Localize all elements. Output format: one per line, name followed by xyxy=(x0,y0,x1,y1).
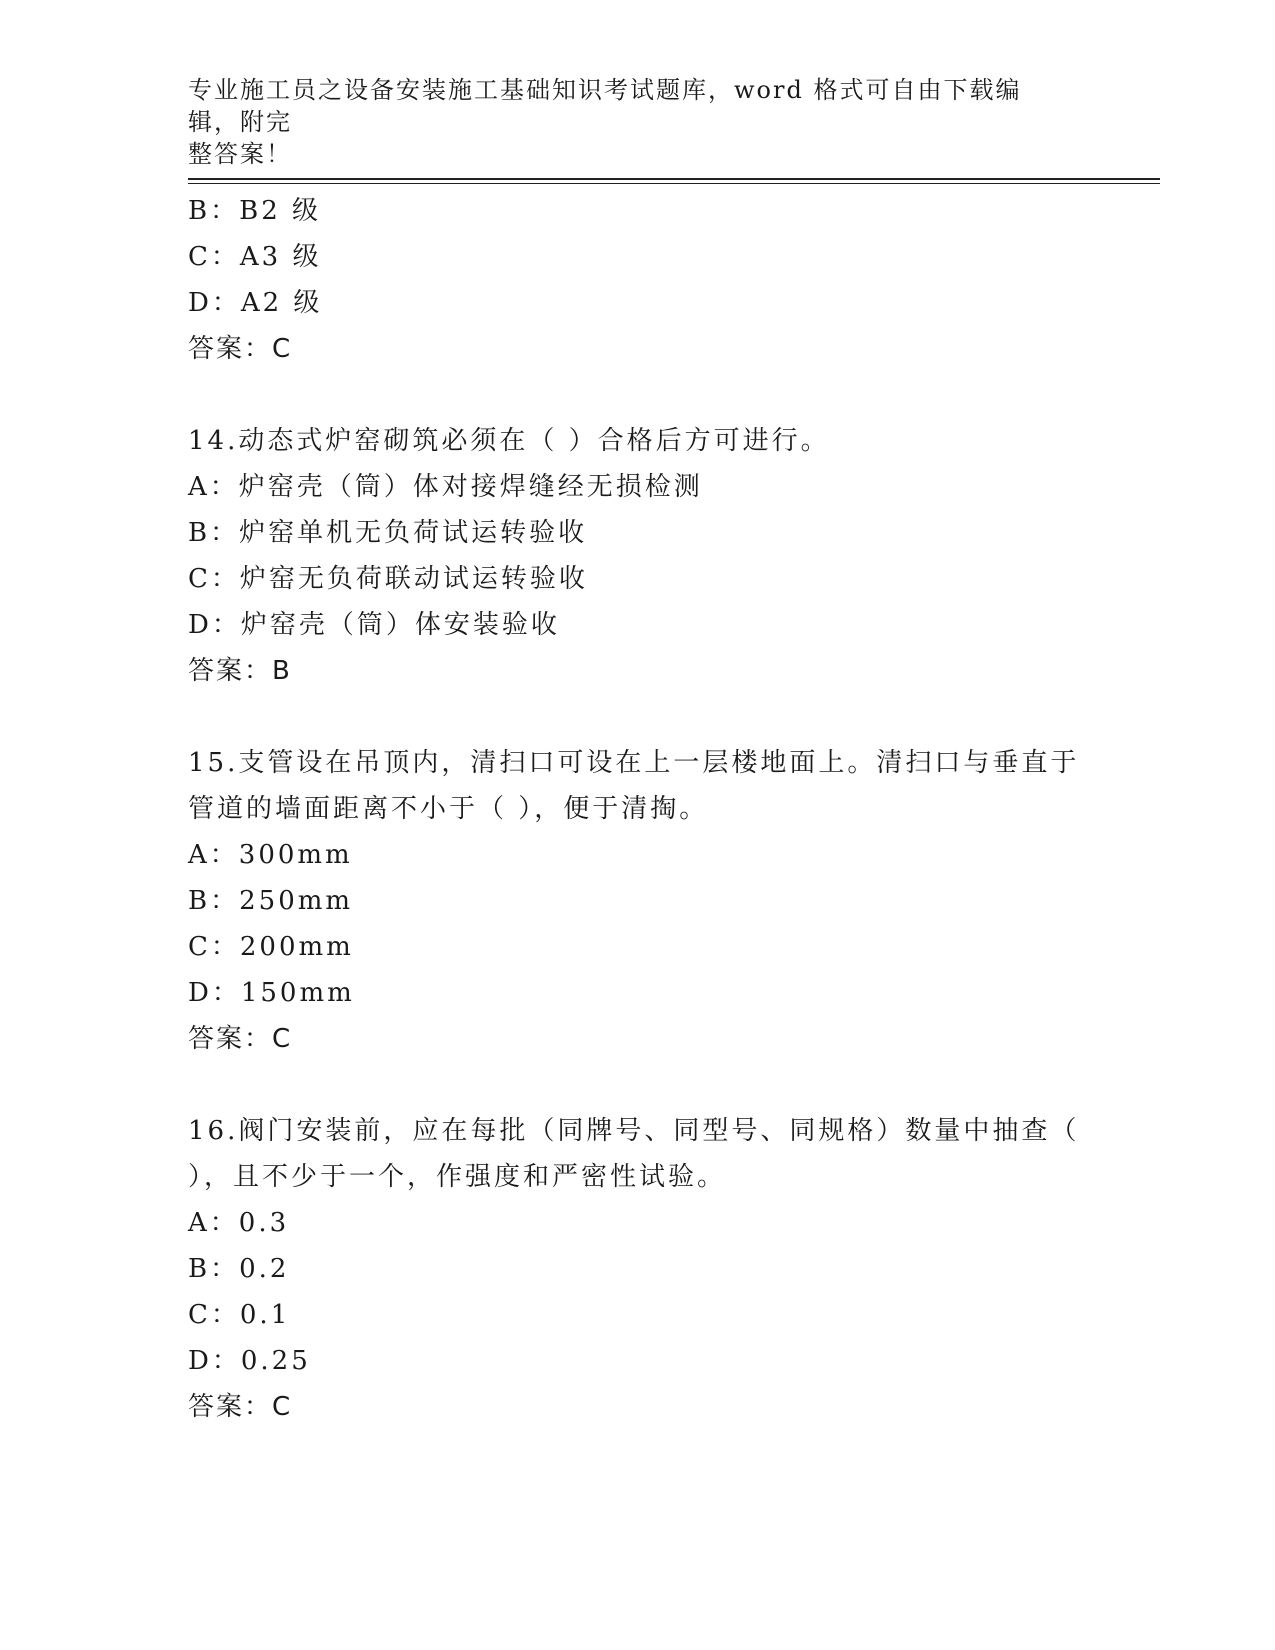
header-divider-thin xyxy=(188,183,1160,184)
question-gap xyxy=(188,694,1088,740)
question-list xyxy=(188,188,1088,1430)
option-c: C：炉窑无负荷联动试运转验收 xyxy=(188,564,588,594)
option-b: B：B2 级 xyxy=(188,196,322,226)
option-a: A：炉窑壳（筒）体对接焊缝经无损检测 xyxy=(188,472,703,502)
question-block-15 xyxy=(188,740,1088,1062)
question-stem-line-2: 管道的墙面距离不小于（ ），便于清掏。 xyxy=(188,794,709,824)
question-block-14 xyxy=(188,418,1088,694)
answer-line: 答案：B xyxy=(188,656,292,686)
option-b: B：炉窑单机无负荷试运转验收 xyxy=(188,518,588,548)
answer-line: 答案：C xyxy=(188,1024,293,1054)
option-c: C：0.1 xyxy=(188,1300,291,1330)
option-c: C：200mm xyxy=(188,932,354,962)
answer-line: 答案：C xyxy=(188,334,293,364)
question-stem-line-1: 16.阀门安装前，应在每批（同牌号、同型号、同规格）数量中抽查（ xyxy=(188,1116,1080,1146)
question-stem-line-1: 15.支管设在吊顶内，清扫口可设在上一层楼地面上。清扫口与垂直于 xyxy=(188,748,1080,778)
option-d: D：炉窑壳（筒）体安装验收 xyxy=(188,610,560,640)
option-c: C：A3 级 xyxy=(188,242,322,272)
header-line-1: 专业施工员之设备安装施工基础知识考试题库，word 格式可自由下载编辑，附完 xyxy=(188,76,1022,136)
question-block-16 xyxy=(188,1108,1088,1430)
option-b: B：250mm xyxy=(188,886,354,916)
question-stem: 14.动态式炉窑砌筑必须在（ ）合格后方可进行。 xyxy=(188,426,830,456)
option-d: D：150mm xyxy=(188,978,355,1008)
question-gap xyxy=(188,372,1088,418)
page-header xyxy=(188,74,1068,170)
header-divider-thick xyxy=(188,178,1160,180)
question-gap xyxy=(188,1062,1088,1108)
question-block-13-continued xyxy=(188,188,1088,372)
option-b: B：0.2 xyxy=(188,1254,290,1284)
option-a: A：300mm xyxy=(188,840,353,870)
answer-line: 答案：C xyxy=(188,1392,293,1422)
option-d: D：A2 级 xyxy=(188,288,323,318)
option-d: D：0.25 xyxy=(188,1346,311,1376)
option-a: A：0.3 xyxy=(188,1208,290,1238)
header-line-2: 整答案！ xyxy=(188,140,292,168)
question-stem-line-2: ），且不少于一个，作强度和严密性试验。 xyxy=(188,1162,727,1192)
